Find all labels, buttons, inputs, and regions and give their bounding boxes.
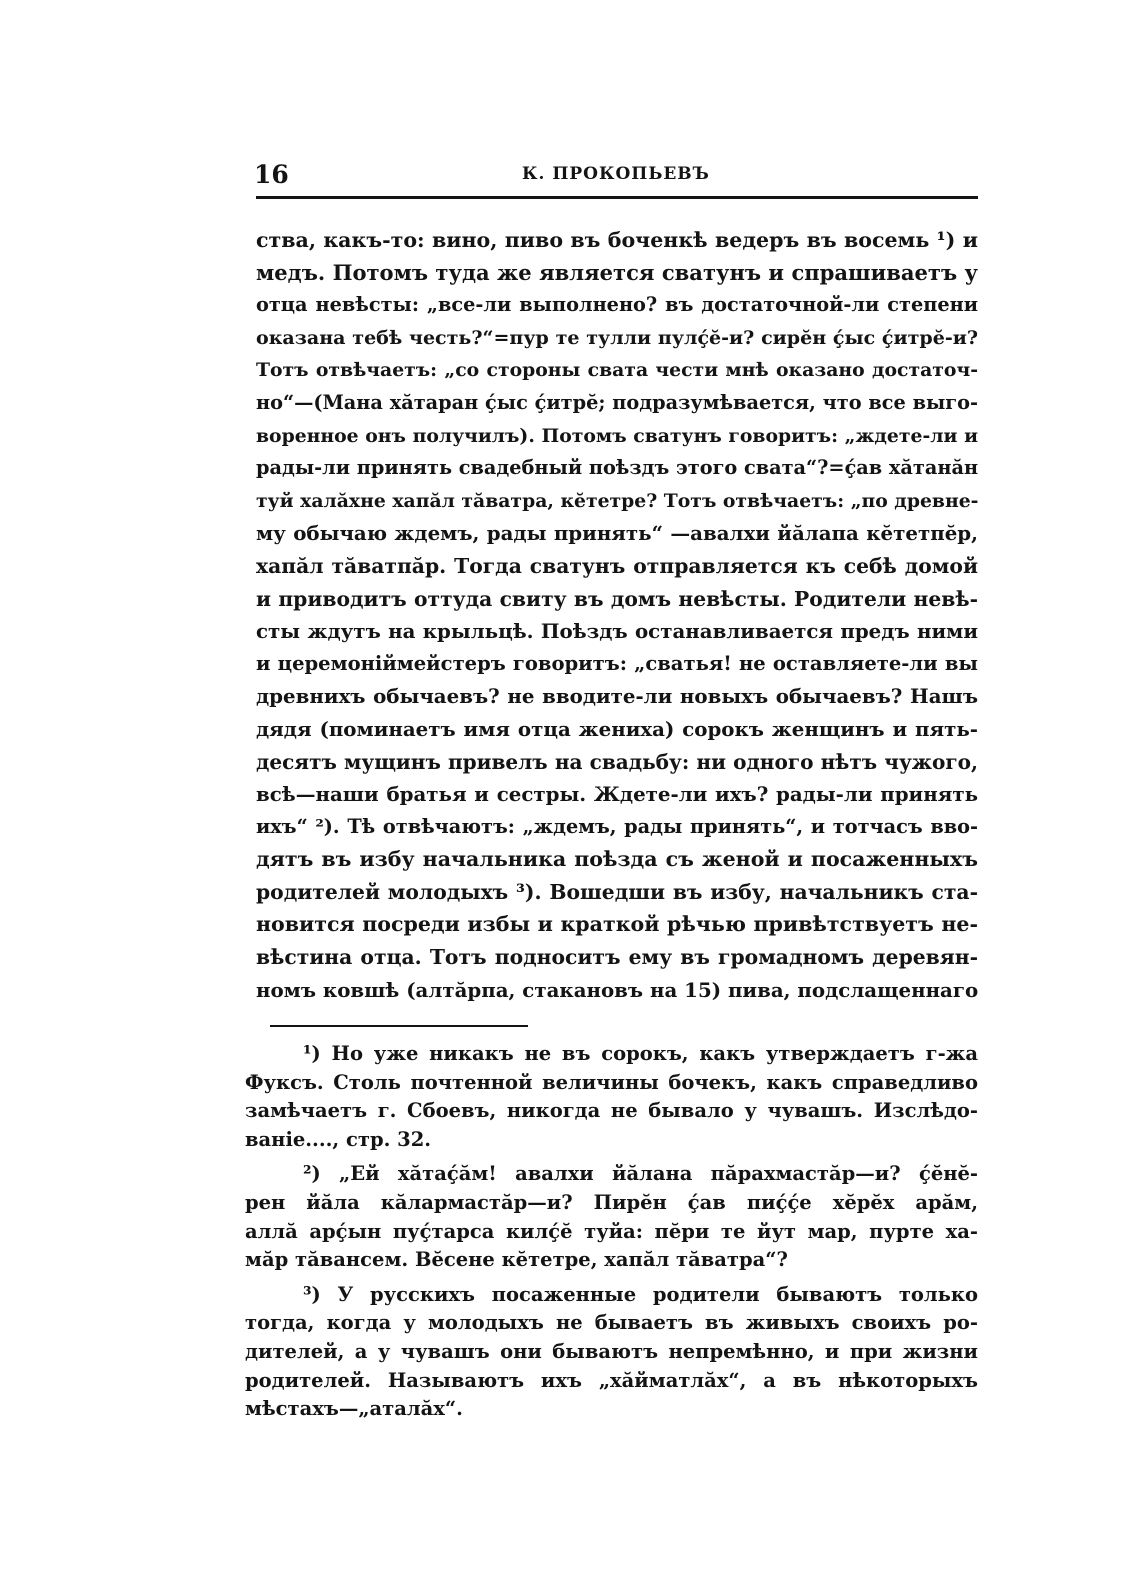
text-line: номъ ковшѣ (алтăрпа, стакановъ на 15) пива, подслащеннаго [256,977,978,1002]
page-header [254,160,978,190]
text-line: туй халăхне хапăл тăватра, кĕтетре? Тотъ отвѣчаетъ: „по древне- [256,489,978,512]
text-line: всѣ—наши братья и сестры. Ждете-ли ихъ? рады-ли принять [256,782,978,807]
text-line: медъ. Потомъ туда же является сватунъ и спрашиваетъ у [256,259,978,285]
text-line: ства, какъ-то: вино, пиво въ боченкѣ ведеръ въ восемь ¹) и [256,228,978,252]
footnote-line: замѣчаетъ г. Сбоевъ, никогда не бывало у чувашъ. Изслѣдо- [245,1099,978,1123]
footnote-line: родителей. Называютъ ихъ „хăйматлăх“, а въ нѣкоторыхъ [245,1368,978,1392]
text-line: десятъ мущинъ привелъ на свадьбу: ни одного нѣтъ чужого, [256,749,978,774]
text-line: хапăл тăватпăр. Тогда сватунъ отправляется къ себѣ домой [256,553,978,578]
footnote-line: тогда, когда у молодыхъ не бываетъ въ живыхъ своихъ ро- [245,1311,978,1335]
footnote-line: ванiе...., стр. 32. [245,1127,432,1151]
text-line: оказана тебѣ честь?“=пур те тулли пулḉĕ-и? сирĕн ḉыс ḉитрĕ-и? [256,326,978,349]
footnote-line: аллă арḉын пуḉтарса килḉĕ туйа: пĕри те йут мар, пурте ха- [245,1219,978,1243]
text-line: отца невѣсты: „все-ли выполнено? въ достаточной-ли степени [256,293,978,317]
text-line: и приводитъ оттуда свиту въ домъ невѣсты. Родители невѣ- [256,586,978,611]
footnote-1 [245,1040,978,1154]
text-line: рады-ли принять свадебный поѣздъ этого свата“?=ḉав хăтанăн [256,456,978,480]
footnote-line: дителей, а у чувашъ они бываютъ непремѣнно, и при жизни [245,1339,978,1363]
footnote-2 [245,1160,978,1274]
footnote-3 [245,1281,978,1424]
footnote-line: рен йăла кăлармастăр—и? Пирĕн ḉав пиḉḉе хĕрĕх арăм, [245,1190,978,1214]
text-line: му обычаю ждемъ, рады принять“ —авалхи йăлапа кĕтетпĕр, [256,521,978,546]
text-line: дядя (поминаетъ имя отца жениха) сорокъ женщинъ и пять- [256,716,978,741]
text-line: вѣстина отца. Тотъ подноситъ ему въ громадномъ деревян- [256,945,978,970]
text-line: ихъ“ ²). Тѣ отвѣчаютъ: „ждемъ, рады принять“, и тотчасъ вво- [256,814,978,838]
footnote-line: ³) У русскихъ посаженные родители бываютъ только [303,1282,978,1306]
main-text [256,224,978,1006]
text-line: Тотъ отвѣчаетъ: „со стороны свата чести мнѣ оказано достаточ- [256,359,978,382]
running-head: К. ПРОКОПЬЕВЪ [522,164,710,184]
footnote-separator [270,1025,528,1027]
text-line: сты ждутъ на крыльцѣ. Поѣздъ останавливается предъ ними [256,619,978,644]
footnote-line: ¹) Но уже никакъ не въ сорокъ, какъ утверждаетъ г-жа [303,1042,978,1065]
footnote-line: мѣстахъ—„аталăх“. [245,1397,463,1421]
text-line: новится посреди избы и краткой рѣчью привѣтствуетъ не- [256,912,978,937]
footnote-line: Фуксъ. Столь почтенной величины бочекъ, какъ справедливо [245,1070,978,1094]
page-number: 16 [254,160,289,189]
text-line: и церемонiймейстеръ говоритъ: „сватья! не оставляете-ли вы [256,651,978,675]
text-line: воренное онъ получилъ). Потомъ сватунъ говоритъ: „ждете-ли и [256,424,978,447]
footnote-line: ²) „Ей хăтаḉăм! авалхи йăлана пăрахмастăр—и? ḉĕнĕ- [303,1162,978,1186]
footnote-line: мăр тăвансем. Вĕсене кĕтетре, хапăл тăватра“? [245,1248,788,1272]
text-line: родителей молодыхъ ³). Вошедши въ избу, начальникъ ста- [256,879,978,904]
text-line: древнихъ обычаевъ? не вводите-ли новыхъ обычаевъ? Нашъ [256,684,978,709]
footnotes [245,1040,978,1430]
text-line: дятъ въ избу начальника поѣзда съ женой и посаженныхъ [256,847,978,872]
text-line: но“—(Мана хăтаран ḉыс ḉитрĕ; подразумѣвается, что все выго- [256,390,978,414]
header-rule [256,196,978,199]
